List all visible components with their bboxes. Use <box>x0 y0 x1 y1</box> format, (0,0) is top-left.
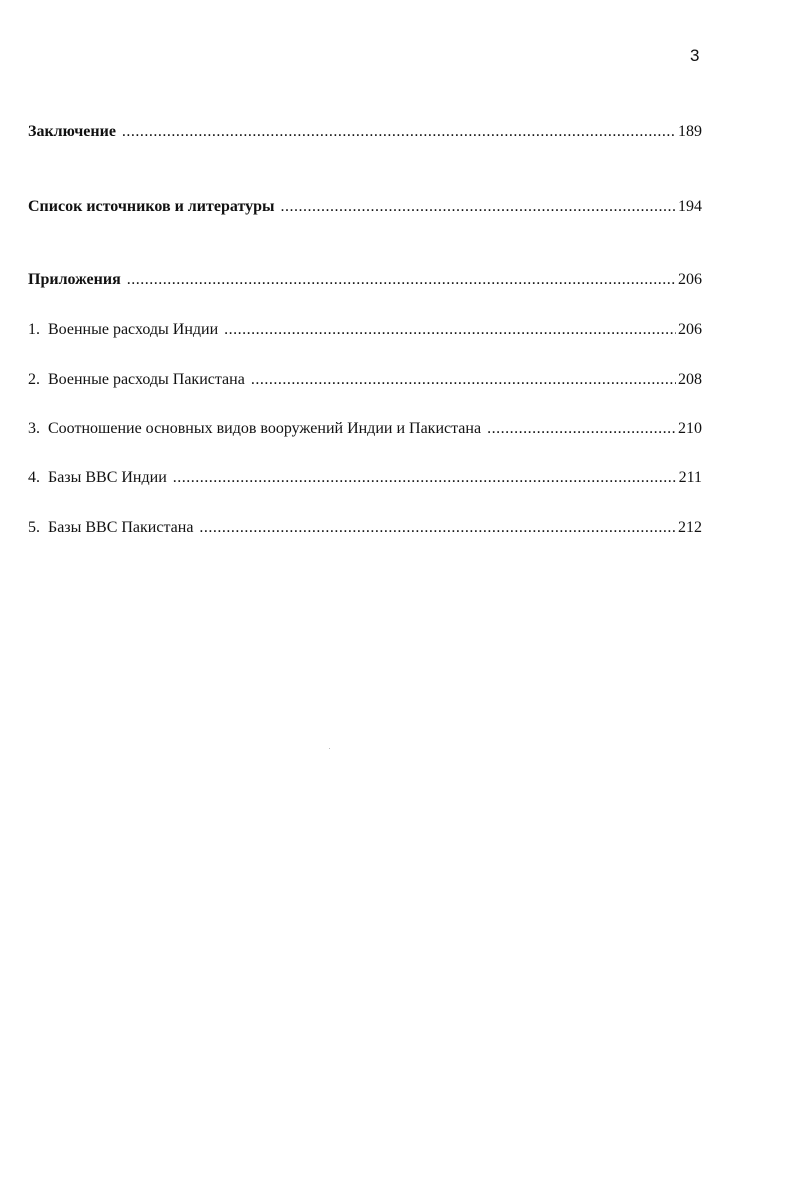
dot-leader <box>173 468 677 488</box>
page-number: 3 <box>690 46 700 65</box>
toc-entry-label <box>28 468 167 488</box>
toc-entry-appendix-3 <box>28 419 702 439</box>
toc-entry-page: 208 <box>678 371 702 388</box>
dot-leader <box>127 270 676 290</box>
toc-entry-title: Соотношение основных видов вооружений Индии и Пакистана <box>48 420 482 437</box>
dot-leader <box>280 197 676 217</box>
scan-speck <box>329 748 330 749</box>
toc-entry-number: 1. <box>28 321 40 338</box>
toc-entry-title: Базы ВВС Индии <box>48 469 167 486</box>
toc-entry-appendix-5 <box>28 518 702 538</box>
toc-entry-page: 211 <box>678 469 702 486</box>
toc-entry-page: 212 <box>678 519 702 536</box>
toc-entry-appendices <box>28 270 702 290</box>
toc-entry-label: Заключение <box>28 123 116 140</box>
toc-entry-appendix-1 <box>28 320 702 340</box>
toc-entry-label: Приложения <box>28 271 121 288</box>
toc-entry-appendix-2 <box>28 370 702 390</box>
toc-entry-number: 3. <box>28 420 40 437</box>
toc-entry-label: Список источников и литературы <box>28 198 275 215</box>
toc-entry-title: Военные расходы Индии <box>48 321 219 338</box>
toc-entry-label <box>28 320 218 340</box>
toc-entry-page: 206 <box>678 321 702 338</box>
toc-entry-number: 2. <box>28 371 40 388</box>
toc-entry-label <box>28 518 193 538</box>
toc-entry-title: Базы ВВС Пакистана <box>48 519 194 536</box>
toc-entry-page: 206 <box>678 271 702 288</box>
dot-leader <box>122 122 676 142</box>
toc-entry-page: 194 <box>678 198 702 215</box>
toc-entry-page: 189 <box>678 123 702 140</box>
dot-leader <box>251 370 676 390</box>
dot-leader <box>199 518 676 538</box>
toc-entry-label <box>28 370 245 390</box>
toc-entry-number: 5. <box>28 519 40 536</box>
toc-entry-sources <box>28 197 702 217</box>
toc-entry-number: 4. <box>28 469 40 486</box>
toc-entry-label <box>28 419 481 439</box>
toc-entry-title: Военные расходы Пакистана <box>48 371 245 388</box>
dot-leader <box>224 320 676 340</box>
toc-entry-page: 210 <box>678 420 702 437</box>
toc-entry-appendix-4 <box>28 468 702 488</box>
dot-leader <box>487 419 676 439</box>
toc-entry-conclusion <box>28 122 702 142</box>
